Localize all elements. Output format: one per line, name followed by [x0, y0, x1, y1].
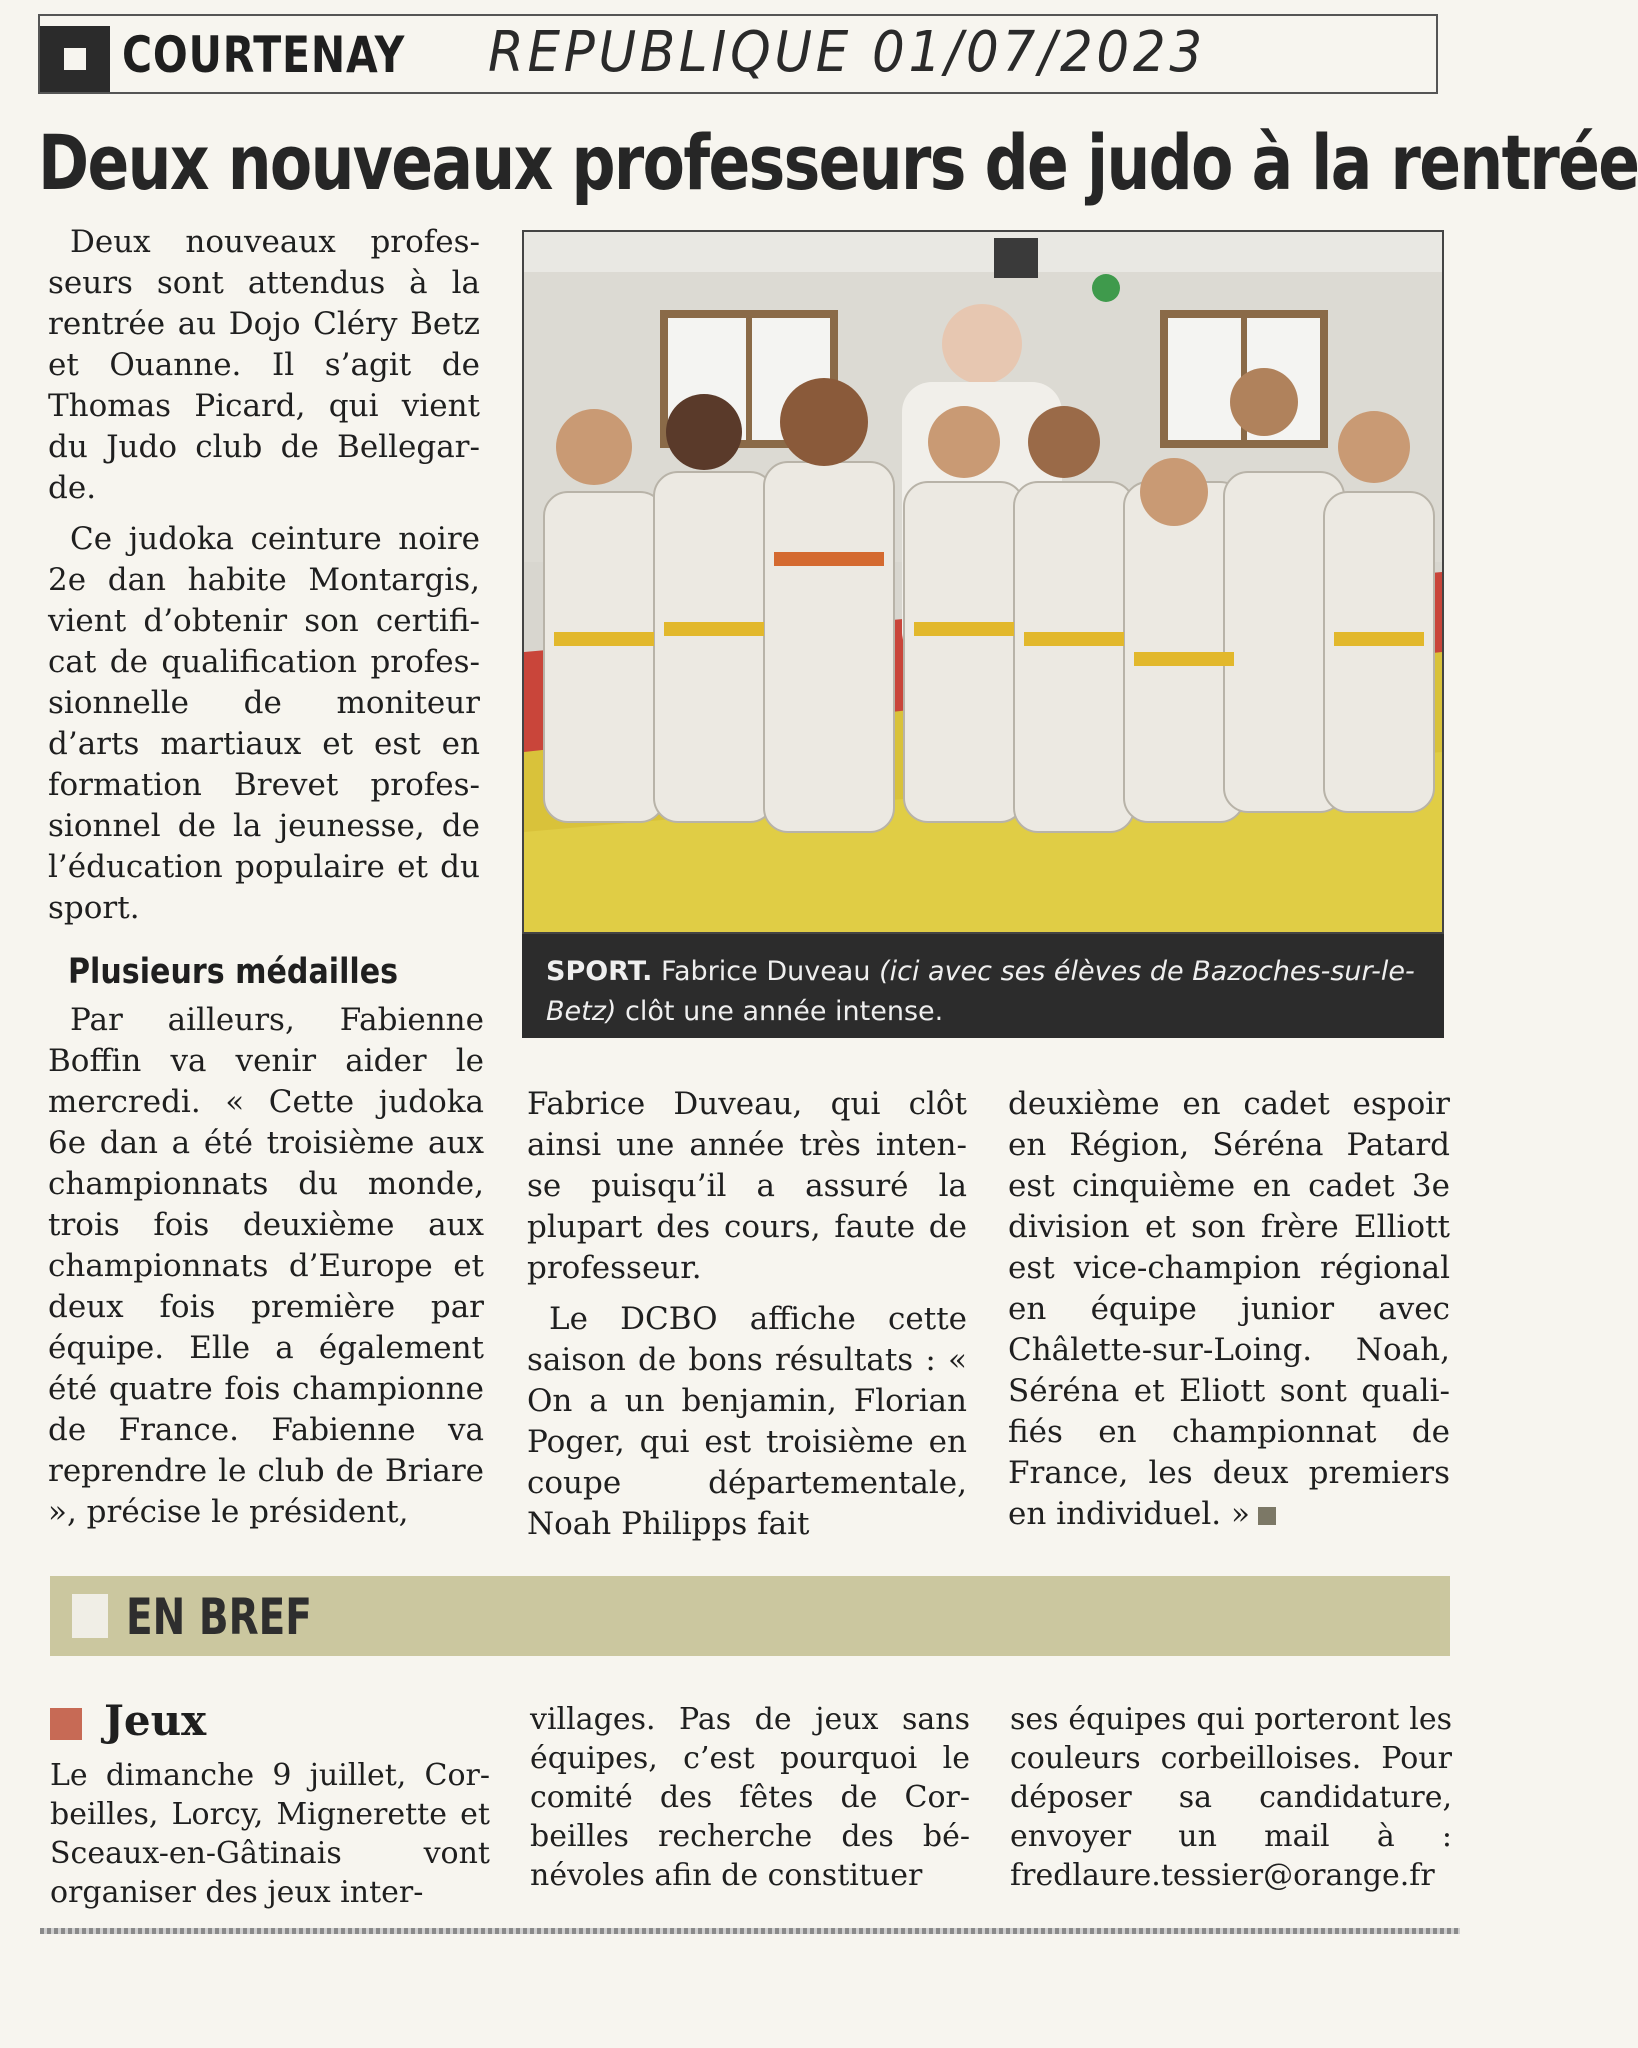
article-headline: Deux nouveaux professeurs de judo à la rentrée [38, 118, 1638, 207]
end-of-article-icon [1258, 1507, 1276, 1525]
article-subhead: Plusieurs médailles [68, 952, 399, 992]
article-column-left [48, 222, 480, 939]
article-paragraph: Fabrice Duveau, qui clôt ainsi une année très intense puisqu’il a assuré la plupart des cours, faute de professeur. [527, 1086, 967, 1286]
article-paragraph: Par ailleurs, Fabienne Boffin va venir aider le mercredi. « Cette judoka 6e dan a été troisième aux championnats du monde, trois fois deuxième aux championnats d’Europe et deux fois première par équipe. Elle a également été quatre fois championne de France. Fabienne va reprendre le club de Briare », précise le président, [48, 1002, 484, 1530]
article-photo [522, 230, 1444, 934]
article-column-right [1008, 1084, 1450, 1535]
section-marker-icon [40, 26, 110, 92]
brief-column-right: ses équipes qui porteront les couleurs corbeilloises. Pour déposer sa candidature, envoyer un mail à : fredlaure.tessier@orange.fr [1010, 1702, 1452, 1893]
caption-name: Fabrice Duveau [660, 956, 871, 987]
en-bref-marker-icon [72, 1594, 108, 1638]
article-paragraph: Ce judoka ceinture noire 2e dan habite Montargis, vient d’obtenir son certificat de qualification professionnelle de moniteur d’arts martiaux et est en formation Brevet professionnel de la jeunesse, de l’éducation populaire et du sport. [48, 521, 480, 926]
bottom-rule [40, 1928, 1460, 1934]
caption-lead: SPORT. [546, 956, 653, 987]
caption-rest: clôt une année intense. [625, 996, 944, 1027]
handwritten-note: REPUBLIQUE 01/07/2023 [488, 20, 1206, 85]
article-paragraph: deuxième en cadet espoir en Région, Séréna Patard est cinquième en cadet 3e division et son frère Elliott est vice-champion régional en équipe junior avec Châlette-sur-Loing. Noah, Séréna et Eliott sont qualifiés en championnat de France, les deux premiers en individuel. » [1008, 1086, 1450, 1532]
article-paragraph: Deux nouveaux professeurs sont attendus à la rentrée au Dojo Cléry Betz et Ouanne. Il s’agit de Thomas Picard, qui vient du Judo club de Bellegarde. [48, 224, 480, 506]
brief-item-title: Jeux [104, 1696, 207, 1745]
brief-column-middle: villages. Pas de jeux sans équipes, c’est pourquoi le comité des fêtes de Corbeilles recherche des bénévoles afin de constituer [530, 1702, 970, 1893]
caption-italic: (ici avec ses élèves de Bazoches-sur-le-Betz) [546, 956, 1415, 1027]
en-bref-title: EN BREF [126, 1588, 312, 1646]
article-column-middle [527, 1084, 967, 1555]
brief-column-left: Le dimanche 9 juillet, Corbeilles, Lorcy, Mignerette et Sceaux-en-Gâtinais vont organiser des jeux inter- [50, 1758, 490, 1910]
article-column-left-2 [48, 1000, 484, 1543]
photo-caption [522, 934, 1444, 1038]
judo-group-photo [524, 232, 1442, 932]
article-paragraph: Le DCBO affiche cette saison de bons résultats : « On a un benjamin, Florian Poger, qui est troisième en coupe départementale, Noah Philipps fait [527, 1301, 967, 1542]
jeux-marker-icon [50, 1708, 82, 1740]
section-name: COURTENAY [122, 26, 406, 84]
